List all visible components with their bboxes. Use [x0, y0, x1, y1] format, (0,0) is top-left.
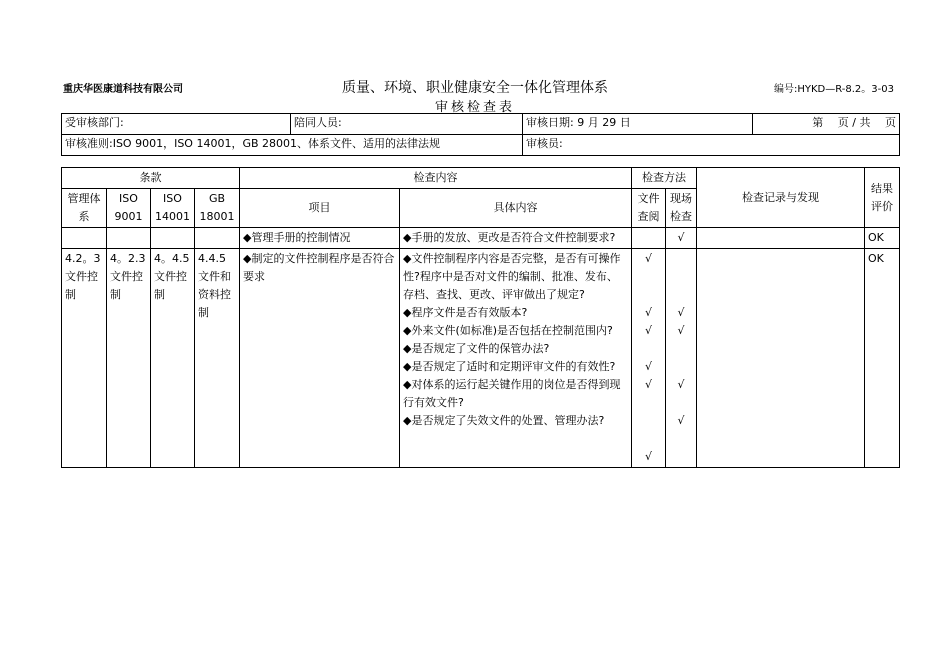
detail-header: 具体内容 [400, 189, 632, 228]
iso14001-cell: 4。4.5 文件控制 [151, 249, 195, 468]
iso9001-cell: 4。2.3 文件控制 [107, 249, 151, 468]
document-number: 编号:HYKD—R-8.2。3-03 [773, 84, 894, 95]
checkmark-icon: √ [644, 306, 652, 319]
checkmark-icon [669, 268, 693, 286]
checkmark-icon: √ [677, 378, 685, 391]
onsite-cell[interactable] [666, 228, 697, 249]
iso9001-cell [107, 228, 151, 249]
checkmark-icon: √ [644, 450, 652, 463]
checkmark-icon [635, 268, 662, 286]
checkmark-icon [635, 394, 662, 412]
detail-line: ◆外来文件(如标准)是否包括在控制范围内? [403, 324, 613, 337]
findings-cell[interactable] [697, 249, 865, 468]
item-header: 项目 [240, 189, 400, 228]
checkmark-icon [669, 394, 693, 412]
checkmark-icon [669, 250, 693, 268]
audit-info-table [61, 113, 900, 156]
result-header: 结果评价 [865, 168, 900, 228]
checkmark-icon [669, 340, 693, 358]
checkmark-icon: √ [677, 414, 685, 427]
audit-date-field[interactable]: 审核日期: 9 月 29 日 [523, 114, 753, 135]
checkmark-icon [635, 229, 662, 247]
table-row [62, 249, 900, 468]
result-cell: OK [865, 249, 900, 468]
checkmark-icon: √ [644, 360, 652, 373]
onsite-header: 现场检查 [666, 189, 697, 228]
findings-cell[interactable] [697, 228, 865, 249]
detail-line: ◆是否规定了失效文件的处置、管理办法? [403, 414, 605, 427]
detail-line: ◆文件控制程序内容是否完整，是否有可操作性?程序中是否对文件的编制、批准、发布、存档、查找、更改、评审做出了规定? [403, 252, 621, 301]
item-cell: ◆制定的文件控制程序是否符合要求 [240, 249, 400, 468]
form-title: 质量、环境、职业健康安全一体化管理体系 [342, 80, 608, 96]
checklist-table [61, 167, 900, 468]
doc-review-cell[interactable] [632, 249, 666, 468]
checkmark-icon: √ [677, 306, 685, 319]
doc-review-header: 文件查阅 [632, 189, 666, 228]
checkmark-icon: √ [644, 252, 652, 265]
detail-line: ◆是否规定了文件的保管办法? [403, 342, 550, 355]
checkmark-icon: √ [677, 231, 685, 244]
escort-field[interactable]: 陪同人员: [291, 114, 523, 135]
findings-header: 检查记录与发现 [697, 168, 865, 228]
detail-line: ◆对体系的运行起关键作用的岗位是否得到现行有效文件? [403, 378, 621, 409]
page-count-field: 第 页 / 共 页 [753, 114, 900, 135]
checkmark-icon: √ [677, 324, 685, 337]
gb18001-header: GB 18001 [195, 189, 240, 228]
auditor-field[interactable]: 审核员: [523, 135, 900, 156]
mgmt-system-header: 管理体系 [62, 189, 107, 228]
audited-dept-field[interactable]: 受审核部门: [62, 114, 291, 135]
checkmark-icon [635, 340, 662, 358]
check-content-header: 检查内容 [240, 168, 632, 189]
check-method-header: 检查方法 [632, 168, 697, 189]
checkmark-icon [669, 358, 693, 376]
iso14001-header: ISO 14001 [151, 189, 195, 228]
onsite-cell[interactable] [666, 249, 697, 468]
doc-review-cell[interactable] [632, 228, 666, 249]
result-cell: OK [865, 228, 900, 249]
mgmt-cell [62, 228, 107, 249]
detail-line: ◆程序文件是否有效版本? [403, 306, 528, 319]
checkmark-icon: √ [644, 378, 652, 391]
audit-criteria-field: 审核准则:ISO 9001，ISO 14001，GB 28001、体系文件、适用的法律法规 [62, 135, 523, 156]
form-subtitle: 审核检查表 [434, 100, 515, 115]
item-cell: ◆管理手册的控制情况 [240, 228, 400, 249]
checkmark-icon [669, 286, 693, 304]
checkmark-icon [635, 412, 662, 430]
iso14001-cell [151, 228, 195, 249]
detail-cell [400, 249, 632, 468]
iso9001-header: ISO 9001 [107, 189, 151, 228]
company-name: 重庆华医康道科技有限公司 [63, 84, 183, 95]
checkmark-icon [635, 430, 662, 448]
gb-cell: 4.4.5 文件和资料控制 [195, 249, 240, 468]
checkmark-icon [669, 448, 693, 466]
gb-cell [195, 228, 240, 249]
mgmt-cell: 4.2。3 文件控制 [62, 249, 107, 468]
clause-header: 条款 [62, 168, 240, 189]
detail-cell: ◆手册的发放、更改是否符合文件控制要求? [400, 228, 632, 249]
table-row [62, 228, 900, 249]
detail-line: ◆是否规定了适时和定期评审文件的有效性? [403, 360, 616, 373]
checkmark-icon [635, 286, 662, 304]
checkmark-icon: √ [644, 324, 652, 337]
checkmark-icon [669, 430, 693, 448]
